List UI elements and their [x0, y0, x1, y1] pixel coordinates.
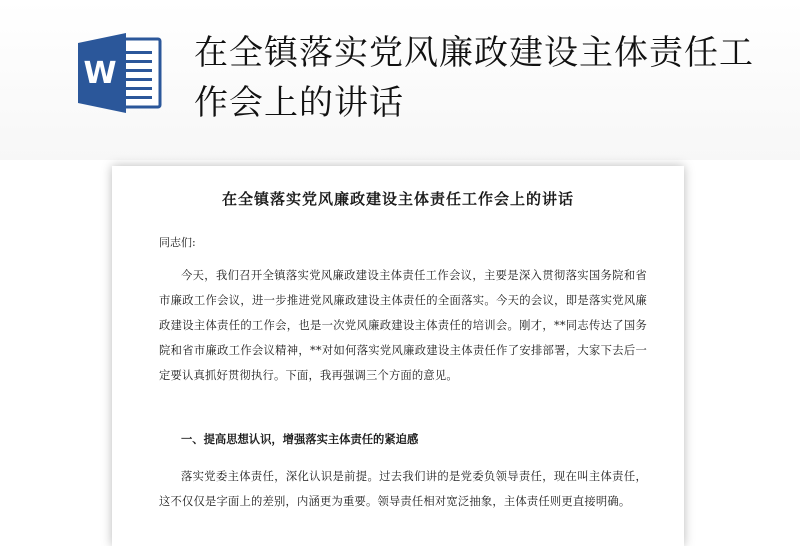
paragraph-intro: 今天，我们召开全镇落实党风廉政建设主体责任工作会议，主要是深入贯彻落实国务院和省市廉政工作会议，进一步推进党风廉政建设主体责任的全面落实。今天的会议，即是落实党风廉政建设主体责任的工作会，也是一次党风廉政建设主体责任的培训会。刚才，**同志传达了国务院和省市廉政工作会议精神，**对如何落实党风廉政建设主体责任作了安排部署，大家下去后一定要认真抓好贯彻执行。下面，我再强调三个方面的意见。 [159, 269, 647, 382]
paragraph-section-1: 落实党委主体责任，深化认识是前提。过去我们讲的是党委负领导责任，现在叫主体责任，这不仅仅是字面上的差别，内涵更为重要。领导责任相对宽泛抽象，主体责任则更直接明确。 [159, 470, 647, 508]
document-title: 在全镇落实党风廉政建设主体责任工作会上的讲话 [221, 190, 574, 208]
word-icon-letter: W [83, 56, 117, 91]
page-title: 在全镇落实党风廉政建设主体责任工作会上的讲话 [194, 33, 754, 123]
section-heading-1: 一、提高思想认识，增强落实主体责任的紧迫感 [181, 432, 419, 446]
salutation: 同志们: [159, 236, 196, 249]
document-page [112, 166, 684, 546]
word-icon [78, 33, 164, 113]
